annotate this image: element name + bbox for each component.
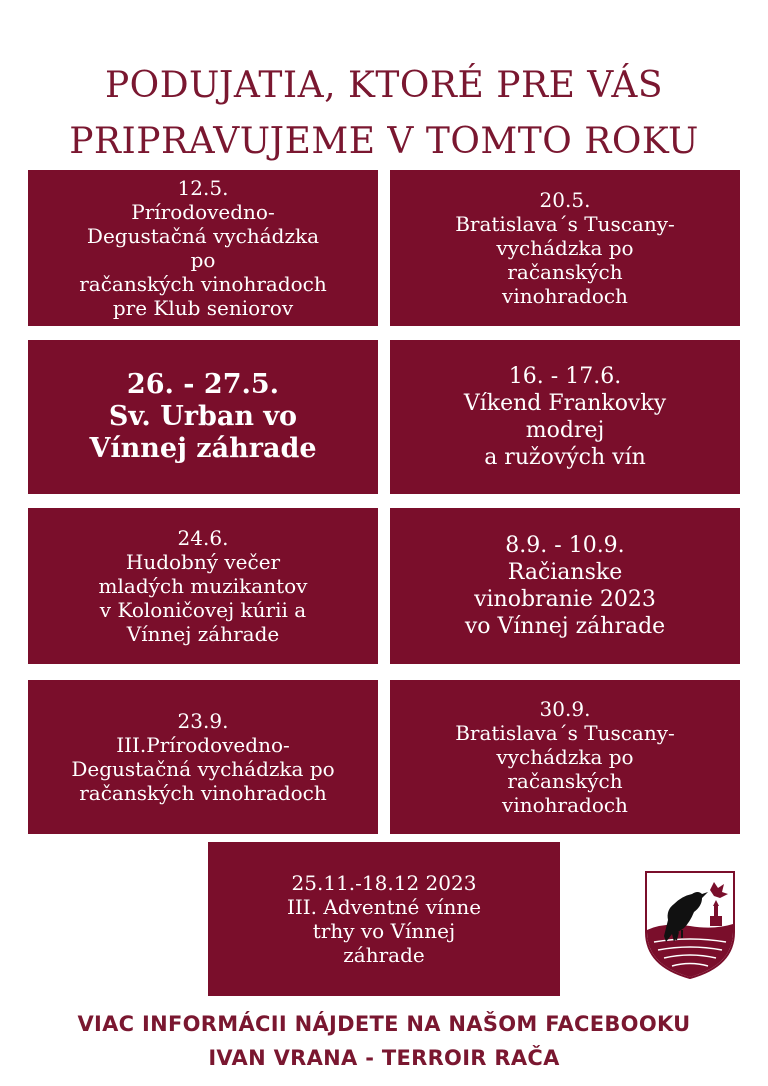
event-6-line-3: vinobranie 2023 xyxy=(474,587,656,612)
event-card-7 xyxy=(28,680,378,834)
event-8-line-3: vychádzka po xyxy=(496,745,634,769)
event-4-line-3: modrej xyxy=(525,418,605,443)
event-card-2 xyxy=(390,170,740,326)
event-9-line-3: trhy vo Vínnej xyxy=(312,919,456,943)
event-1-line-4: po xyxy=(190,248,216,272)
event-7-line-1: 23.9. xyxy=(177,709,229,733)
event-card-1 xyxy=(28,170,378,326)
event-4-line-2: Víkend Frankovky xyxy=(463,391,667,416)
event-7-line-3: Degustačná vychádzka po xyxy=(71,757,335,781)
event-8-line-4: račanských xyxy=(507,769,623,793)
event-5-line-4: v Koloničovej kúrii a xyxy=(99,598,307,622)
event-8-line-5: vinohradoch xyxy=(502,793,628,817)
event-4-line-1: 16. - 17.6. xyxy=(508,364,622,389)
event-5-line-5: Vínnej záhrade xyxy=(126,622,280,646)
event-7-line-2: III.Prírodovedno- xyxy=(116,733,290,757)
event-1-line-3: Degustačná vychádzka xyxy=(86,224,320,248)
event-3-line-3: Vínnej záhrade xyxy=(89,433,317,464)
footer-line-2: IVAN VRANA - TERROIR RAČA xyxy=(208,1046,560,1070)
event-card-8 xyxy=(390,680,740,834)
event-1-line-6: pre Klub seniorov xyxy=(112,296,294,320)
event-card-3 xyxy=(28,340,378,494)
footer-line-1: VIAC INFORMÁCII NÁJDETE NA NAŠOM FACEBOOKU xyxy=(77,1012,691,1036)
event-6-line-1: 8.9. - 10.9. xyxy=(505,533,625,558)
event-1-line-2: Prírodovedno- xyxy=(131,200,275,224)
event-2-line-3: vychádzka po xyxy=(496,236,634,260)
event-card-6 xyxy=(390,508,740,664)
event-9-line-2: III. Adventné vínne xyxy=(286,895,482,919)
event-3-line-2: Sv. Urban vo xyxy=(108,401,298,432)
title-line-1: PODUJATIA, KTORÉ PRE VÁS xyxy=(104,65,664,106)
event-card-4 xyxy=(390,340,740,494)
page-title xyxy=(0,58,768,170)
title-line-2: PRIPRAVUJEME V TOMTO ROKU xyxy=(69,121,699,162)
event-5-line-2: Hudobný večer xyxy=(125,550,281,574)
event-card-5 xyxy=(28,508,378,664)
event-7-line-4: račanských vinohradoch xyxy=(79,781,327,805)
event-4-line-4: a ružových vín xyxy=(484,445,646,470)
event-2-line-5: vinohradoch xyxy=(502,284,628,308)
event-9-line-1: 25.11.-18.12 2023 xyxy=(291,871,477,895)
event-3-line-1: 26. - 27.5. xyxy=(126,369,280,400)
event-1-line-1: 12.5. xyxy=(177,176,229,200)
event-9-line-4: záhrade xyxy=(343,943,425,967)
event-card-9 xyxy=(208,842,560,996)
event-6-line-4: vo Vínnej záhrade xyxy=(464,614,666,639)
event-8-line-2: Bratislava´s Tuscany- xyxy=(455,721,675,745)
event-5-line-3: mladých muzikantov xyxy=(98,574,308,598)
event-2-line-4: račanských xyxy=(507,260,623,284)
event-8-line-1: 30.9. xyxy=(539,697,591,721)
event-6-line-2: Račianske xyxy=(507,560,623,585)
event-2-line-1: 20.5. xyxy=(539,188,591,212)
event-5-line-1: 24.6. xyxy=(177,526,229,550)
event-2-line-2: Bratislava´s Tuscany- xyxy=(455,212,675,236)
event-1-line-5: račanských vinohradoch xyxy=(79,272,327,296)
crow-vineyard-shield-icon xyxy=(644,870,736,980)
